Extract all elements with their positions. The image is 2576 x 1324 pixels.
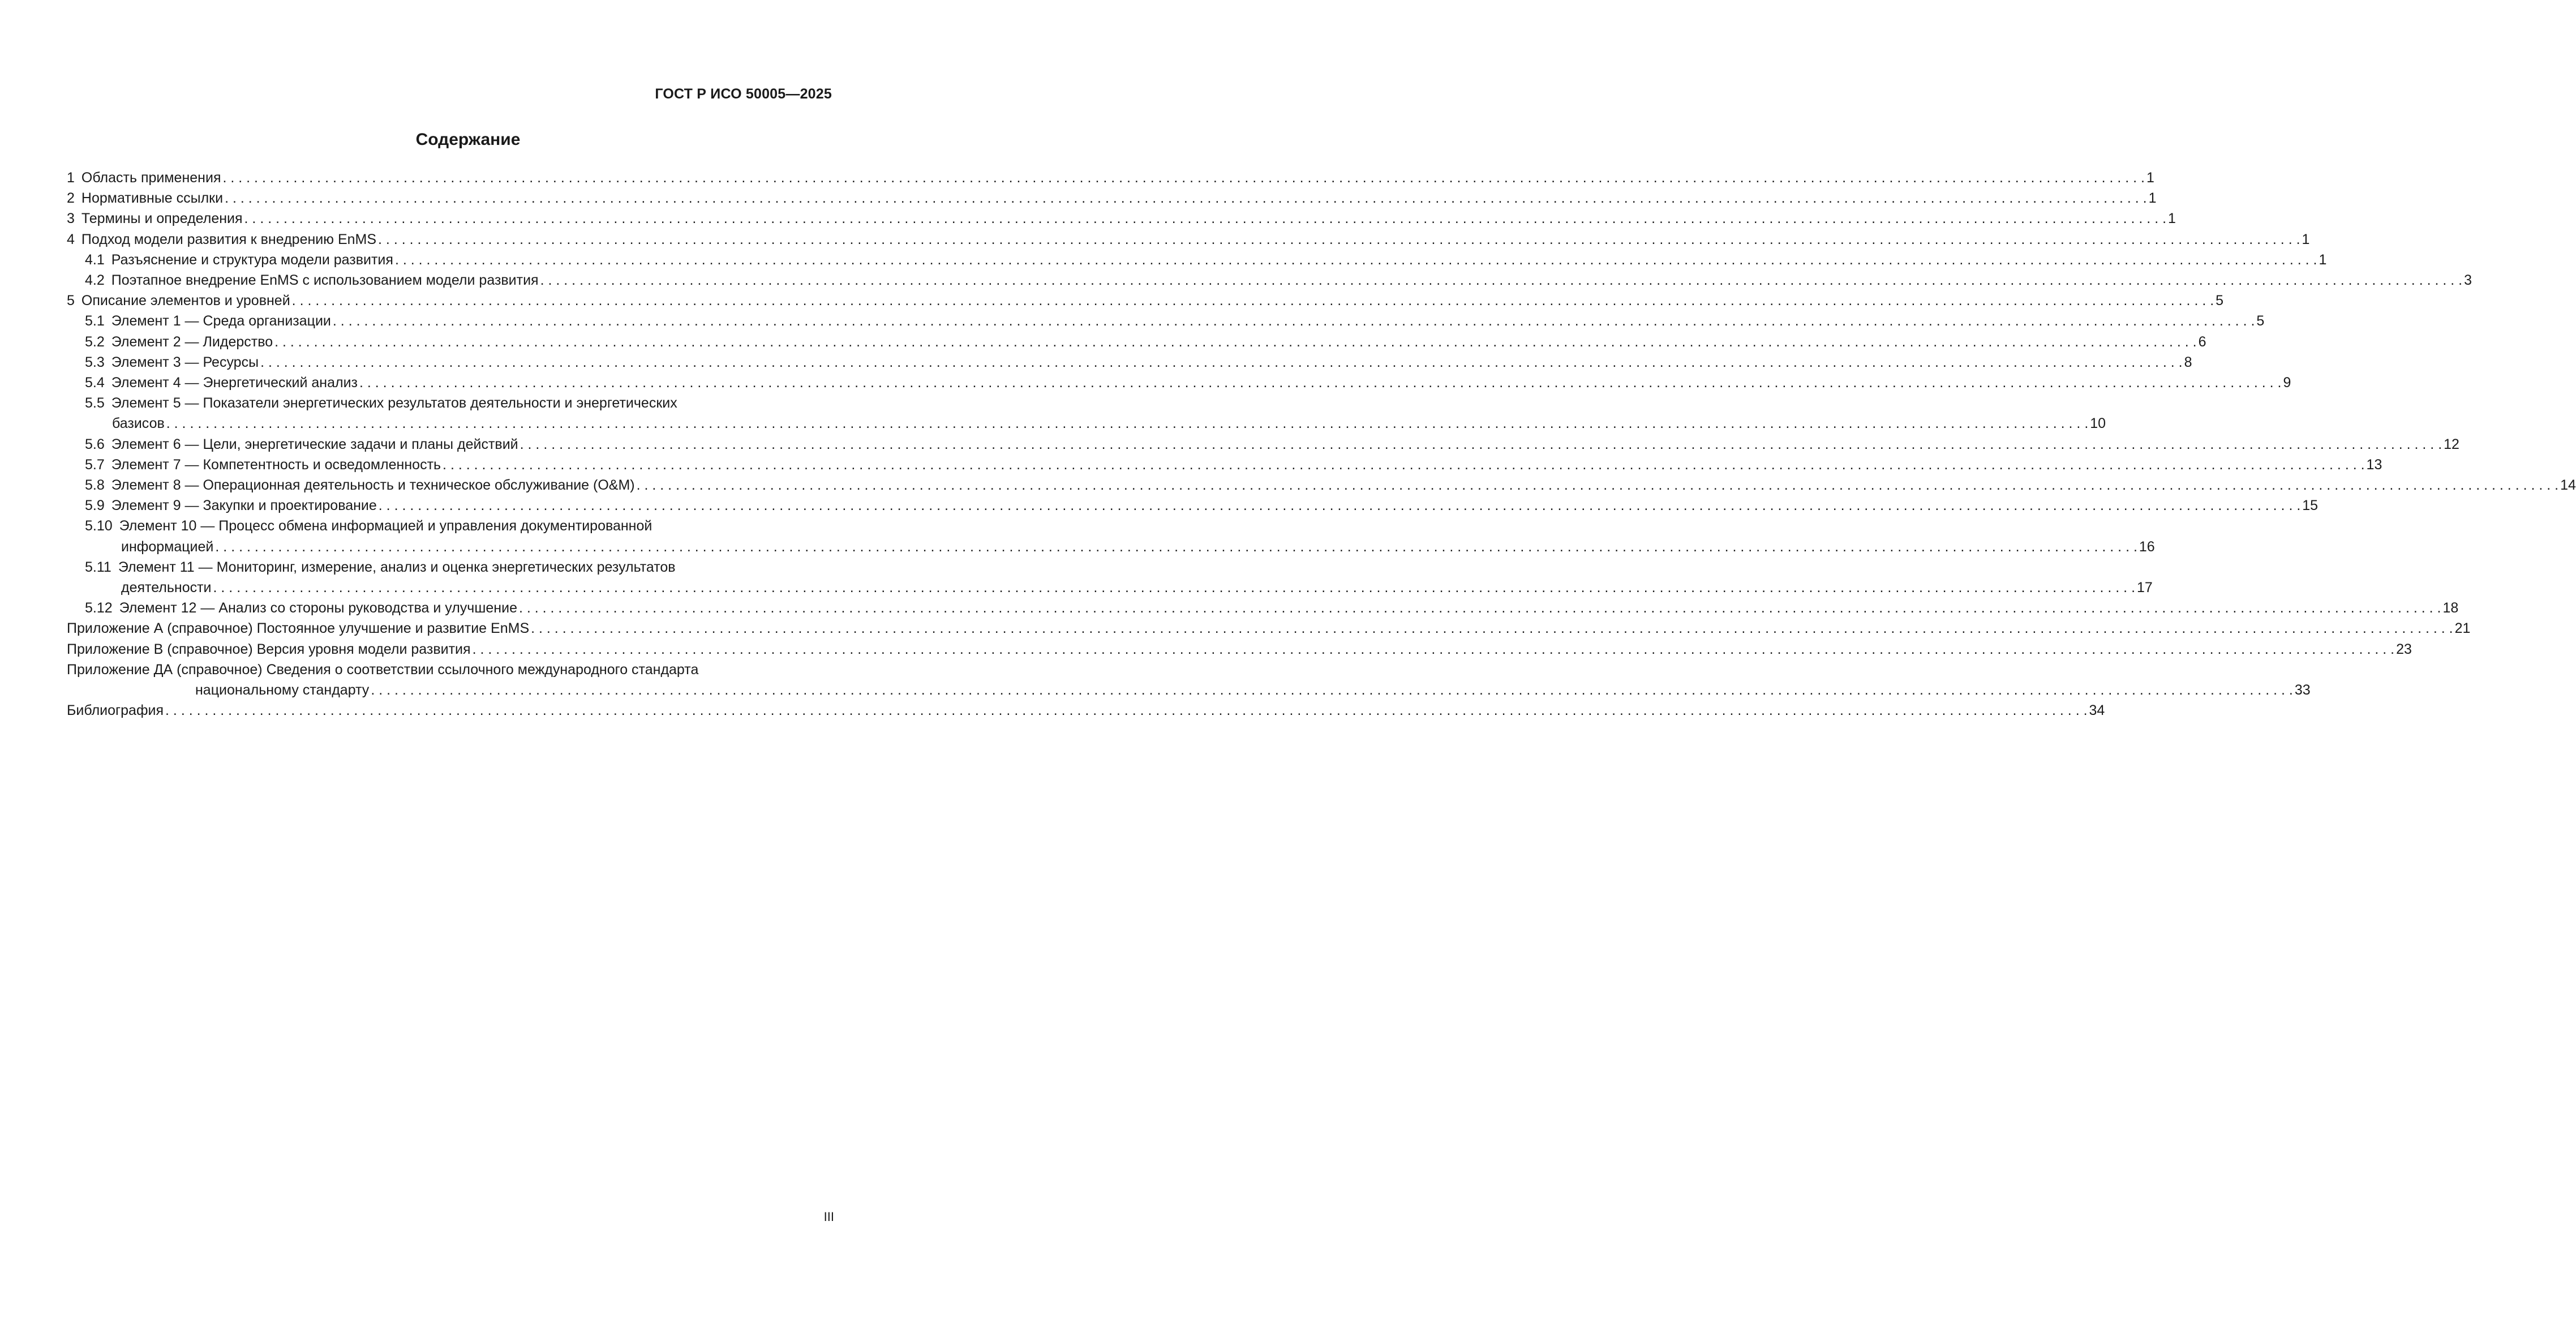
toc-entry-page: 33 bbox=[2294, 682, 2311, 699]
toc-entry-page: 15 bbox=[2302, 498, 2319, 514]
dot-leader bbox=[165, 700, 2088, 721]
toc-entry[interactable] bbox=[67, 434, 2459, 455]
toc-entry-page: 14 bbox=[2560, 477, 2576, 494]
toc-entry-number: 5.2 bbox=[85, 333, 105, 350]
toc-entry-page: 18 bbox=[2442, 600, 2459, 616]
toc-entry[interactable] bbox=[67, 311, 2265, 331]
toc-entry-page: 1 bbox=[2302, 231, 2310, 247]
toc-entry[interactable] bbox=[67, 208, 2176, 229]
toc-entry[interactable] bbox=[67, 229, 2310, 250]
toc-entry-title: Элемент 12 — Анализ со стороны руководства и улучшение bbox=[119, 600, 517, 616]
dot-leader bbox=[443, 455, 2365, 475]
dot-leader bbox=[519, 598, 2441, 618]
toc-entry-title: Библиография bbox=[67, 702, 164, 719]
toc-entry-number: 5 bbox=[67, 293, 75, 309]
dot-leader bbox=[292, 290, 2214, 311]
toc-entry-title: Элемент 10 — Процесс обмена информацией и управления документированной bbox=[119, 518, 652, 534]
toc-entry-title-continuation: деятельности bbox=[121, 580, 212, 596]
dot-leader bbox=[531, 618, 2453, 639]
toc-entry-title: Элемент 1 — Среда организации bbox=[111, 313, 331, 329]
dot-leader bbox=[222, 168, 2145, 188]
toc-entry-page: 16 bbox=[2139, 538, 2155, 555]
toc-entry-title: Приложение ДА (справочное) Сведения о соответствии ссылочного международного стандарта bbox=[67, 661, 699, 678]
toc-entry-title: Область применения bbox=[81, 170, 221, 186]
toc-entry-number: 1 bbox=[67, 170, 75, 186]
toc-entry[interactable] bbox=[67, 250, 2327, 270]
toc-entry-page: 21 bbox=[2454, 620, 2471, 637]
toc-entry-title: Нормативные ссылки bbox=[81, 190, 224, 207]
toc-entry-title: Элемент 3 — Ресурсы bbox=[111, 354, 259, 370]
dot-leader bbox=[378, 229, 2300, 250]
toc-entry-title: Приложение А (справочное) Постоянное улучшение и развитие EnMS bbox=[67, 620, 530, 637]
dot-leader bbox=[274, 332, 2197, 352]
toc-title: Содержание bbox=[415, 130, 521, 149]
toc-entry-title: Поэтапное внедрение EnMS с использованием модели развития bbox=[111, 272, 539, 289]
toc-entry[interactable] bbox=[67, 516, 2155, 556]
toc-entry-page: 8 bbox=[2184, 354, 2192, 370]
document-code: ГОСТ Р ИСО 50005—2025 bbox=[655, 86, 832, 102]
toc-entry-number: 5.1 bbox=[85, 313, 105, 329]
toc-entry-number: 5.4 bbox=[85, 375, 105, 391]
table-of-contents bbox=[67, 168, 2576, 721]
toc-entry[interactable] bbox=[67, 495, 2319, 516]
toc-entry-page: 23 bbox=[2396, 641, 2412, 657]
toc-entry-title: Элемент 11 — Мониторинг, измерение, анализ и оценка энергетических результатов bbox=[118, 559, 676, 575]
toc-entry-number: 3 bbox=[67, 211, 75, 227]
toc-entry-title: Термины и определения bbox=[81, 211, 243, 227]
dot-leader bbox=[540, 270, 2463, 290]
dot-leader bbox=[520, 434, 2442, 455]
toc-entry-page: 1 bbox=[2168, 211, 2176, 227]
toc-entry-number: 5.6 bbox=[85, 436, 105, 452]
dot-leader bbox=[215, 537, 2137, 557]
toc-entry[interactable] bbox=[67, 618, 2471, 639]
toc-entry-title: Элемент 9 — Закупки и проектирование bbox=[111, 498, 377, 514]
dot-leader bbox=[244, 208, 2167, 229]
toc-entry-title: Элемент 7 — Компетентность и осведомленность bbox=[111, 456, 441, 473]
toc-entry[interactable] bbox=[67, 455, 2382, 475]
dot-leader bbox=[333, 311, 2255, 331]
toc-entry[interactable] bbox=[67, 270, 2472, 290]
toc-entry-number: 4.2 bbox=[85, 272, 105, 289]
dot-leader bbox=[637, 475, 2559, 495]
dot-leader bbox=[260, 352, 2183, 372]
dot-leader bbox=[166, 413, 2089, 434]
toc-entry-number: 5.8 bbox=[85, 477, 105, 494]
toc-entry-page: 1 bbox=[2148, 190, 2157, 207]
toc-entry-number: 2 bbox=[67, 190, 75, 207]
toc-entry-number: 5.11 bbox=[85, 559, 111, 575]
toc-entry-page: 3 bbox=[2464, 272, 2472, 289]
toc-entry-number: 5.10 bbox=[85, 518, 113, 534]
toc-entry-title: Элемент 4 — Энергетический анализ bbox=[111, 375, 358, 391]
toc-entry[interactable] bbox=[67, 188, 2157, 208]
toc-entry-title-continuation: информацией bbox=[121, 538, 214, 555]
toc-entry-page: 34 bbox=[2089, 702, 2105, 719]
toc-entry-number: 4.1 bbox=[85, 251, 105, 268]
toc-entry-title-continuation: национальному стандарту bbox=[195, 682, 370, 699]
toc-entry-page: 10 bbox=[2090, 415, 2106, 432]
toc-entry[interactable] bbox=[67, 372, 2291, 393]
dot-leader bbox=[379, 495, 2301, 516]
dot-leader bbox=[225, 188, 2147, 208]
toc-entry[interactable] bbox=[67, 475, 2576, 495]
toc-entry-title: Элемент 8 — Операционная деятельность и техническое обслуживание (O&M) bbox=[111, 477, 635, 494]
toc-entry-number: 4 bbox=[67, 231, 75, 247]
page-number: III bbox=[823, 1210, 834, 1224]
toc-entry[interactable] bbox=[67, 700, 2105, 721]
toc-entry-page: 17 bbox=[2137, 580, 2153, 596]
toc-entry-number: 5.5 bbox=[85, 395, 105, 412]
toc-entry[interactable] bbox=[67, 393, 2106, 434]
toc-entry-page: 1 bbox=[2319, 251, 2327, 268]
toc-entry-page: 9 bbox=[2283, 375, 2291, 391]
toc-entry[interactable] bbox=[67, 352, 2192, 372]
toc-entry-title: Разъяснение и структура модели развития bbox=[111, 251, 393, 268]
toc-entry[interactable] bbox=[67, 168, 2154, 188]
toc-entry-number: 5.3 bbox=[85, 354, 105, 370]
dot-leader bbox=[473, 639, 2395, 659]
toc-entry-page: 5 bbox=[2256, 313, 2265, 329]
toc-entry-title: Элемент 2 — Лидерство bbox=[111, 333, 273, 350]
toc-entry-title: Элемент 6 — Цели, энергетические задачи и планы действий bbox=[111, 436, 518, 452]
toc-entry[interactable] bbox=[67, 332, 2206, 352]
toc-entry-number: 5.7 bbox=[85, 456, 105, 473]
toc-entry-title: Описание элементов и уровней bbox=[81, 293, 290, 309]
toc-entry-page: 6 bbox=[2198, 333, 2206, 350]
toc-entry[interactable] bbox=[67, 659, 2311, 700]
toc-entry-number: 5.9 bbox=[85, 498, 105, 514]
dot-leader bbox=[371, 680, 2293, 700]
toc-entry[interactable] bbox=[67, 598, 2459, 618]
toc-entry-page: 1 bbox=[2146, 170, 2154, 186]
toc-entry[interactable] bbox=[67, 557, 2153, 598]
toc-entry-title: Приложение В (справочное) Версия уровня модели развития bbox=[67, 641, 471, 657]
toc-entry-page: 12 bbox=[2444, 436, 2459, 452]
dot-leader bbox=[395, 250, 2317, 270]
toc-entry-title: Элемент 5 — Показатели энергетических результатов деятельности и энергетических bbox=[111, 395, 677, 412]
toc-entry[interactable] bbox=[67, 290, 2224, 311]
toc-entry-page: 5 bbox=[2216, 293, 2224, 309]
toc-entry-title: Подход модели развития к внедрению EnMS bbox=[81, 231, 377, 247]
toc-entry-page: 13 bbox=[2366, 456, 2382, 473]
dot-leader bbox=[359, 372, 2282, 393]
dot-leader bbox=[213, 577, 2136, 598]
toc-entry-number: 5.12 bbox=[85, 600, 113, 616]
toc-entry[interactable] bbox=[67, 639, 2412, 659]
toc-entry-title-continuation: базисов bbox=[112, 415, 165, 432]
